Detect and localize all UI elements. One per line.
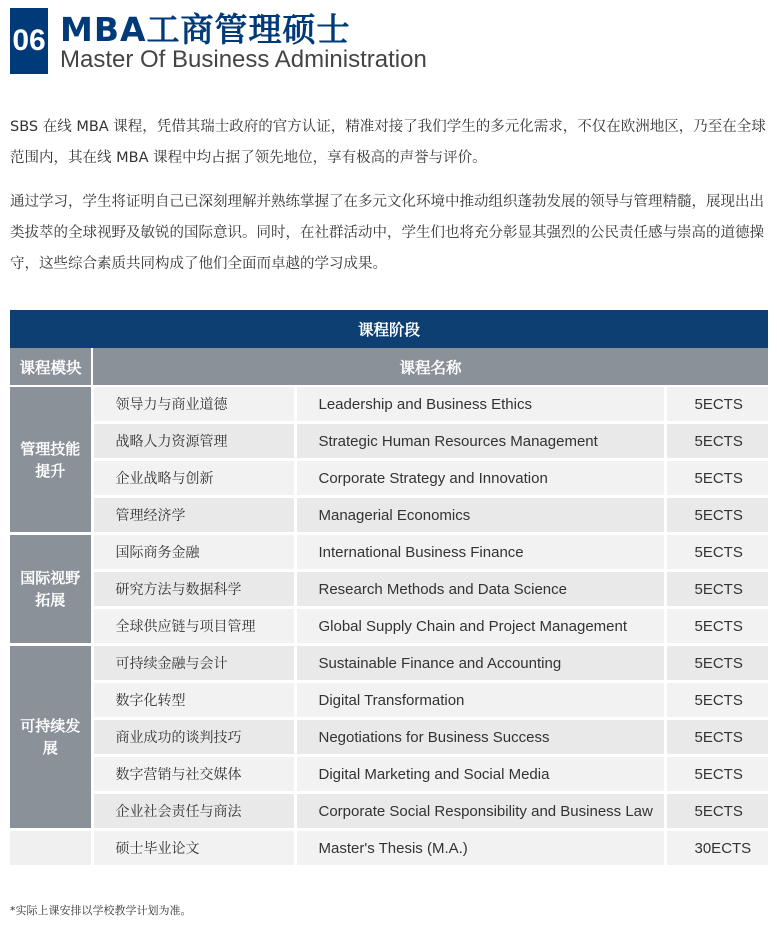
page-title: MBA工商管理硕士 (60, 10, 351, 49)
course-credits: 5ECTS (665, 571, 768, 608)
course-name-cn: 商业成功的谈判技巧 (92, 719, 295, 756)
course-name-en: Corporate Social Responsibility and Business Law (295, 793, 665, 830)
table-row (10, 423, 768, 460)
course-name-cn: 领导力与商业道德 (92, 386, 295, 423)
course-name-cn: 全球供应链与项目管理 (92, 608, 295, 645)
course-name-en: Digital Marketing and Social Media (295, 756, 665, 793)
module-cell (10, 830, 92, 867)
page-subtitle: Master Of Business Administration (60, 46, 427, 73)
course-name-cn: 战略人力资源管理 (92, 423, 295, 460)
course-name-cn: 企业社会责任与商法 (92, 793, 295, 830)
module-cell (10, 645, 92, 830)
course-name-en: Corporate Strategy and Innovation (295, 460, 665, 497)
column-header-course-name: 课程名称 (92, 348, 768, 386)
table-row (10, 756, 768, 793)
table-row (10, 608, 768, 645)
module-cell (10, 386, 92, 534)
module-label: 管理技能提升 (20, 439, 81, 480)
table-row (10, 497, 768, 534)
table-row (10, 571, 768, 608)
course-credits: 5ECTS (665, 497, 768, 534)
course-name-cn: 研究方法与数据科学 (92, 571, 295, 608)
course-credits: 5ECTS (665, 756, 768, 793)
table-row (10, 793, 768, 830)
course-credits: 5ECTS (665, 534, 768, 571)
course-credits: 5ECTS (665, 793, 768, 830)
table-caption: 课程阶段 (10, 310, 768, 348)
course-name-en: Negotiations for Business Success (295, 719, 665, 756)
table-row (10, 830, 768, 867)
course-name-cn: 硕士毕业论文 (92, 830, 295, 867)
course-name-en: Sustainable Finance and Accounting (295, 645, 665, 682)
module-cell (10, 534, 92, 645)
course-table (10, 310, 768, 868)
course-name-en: Master's Thesis (M.A.) (295, 830, 665, 867)
table-row (10, 534, 768, 571)
course-name-en: Leadership and Business Ethics (295, 386, 665, 423)
course-name-cn: 数字营销与社交媒体 (92, 756, 295, 793)
course-name-en: Strategic Human Resources Management (295, 423, 665, 460)
table-row (10, 645, 768, 682)
course-name-en: Digital Transformation (295, 682, 665, 719)
table-row (10, 460, 768, 497)
course-name-cn: 可持续金融与会计 (92, 645, 295, 682)
section-number-badge: 06 (10, 8, 48, 74)
table-row (10, 682, 768, 719)
course-credits: 5ECTS (665, 645, 768, 682)
column-header-module: 课程模块 (10, 348, 92, 386)
table-row (10, 386, 768, 423)
course-credits: 5ECTS (665, 460, 768, 497)
course-name-cn: 数字化转型 (92, 682, 295, 719)
course-credits: 30ECTS (665, 830, 768, 867)
course-name-en: Research Methods and Data Science (295, 571, 665, 608)
module-label: 可持续发展 (20, 717, 81, 757)
intro-paragraph-2: 通过学习，学生将证明自己已深刻理解并熟练掌握了在多元文化环境中推动组织蓬勃发展的领导与管理精髓，展现出出类拔萃的全球视野及敏锐的国际意识。同时，在社群活动中，学生们也将充分彰显其强烈的公民责任感与崇高的道德操守，这些综合素质共同构成了他们全面而卓越的学习成果。 (10, 194, 764, 272)
course-name-en: Global Supply Chain and Project Management (295, 608, 665, 645)
course-credits: 5ECTS (665, 386, 768, 423)
course-credits: 5ECTS (665, 608, 768, 645)
table-row (10, 719, 768, 756)
course-name-cn: 国际商务金融 (92, 534, 295, 571)
module-label: 国际视野拓展 (20, 569, 81, 609)
course-name-cn: 企业战略与创新 (92, 460, 295, 497)
course-table-body (10, 386, 768, 867)
course-credits: 5ECTS (665, 423, 768, 460)
intro-paragraph-1: SBS 在线 MBA 课程，凭借其瑞士政府的官方认证，精准对接了我们学生的多元化需求，不仅在欧洲地区，乃至在全球范围内，其在线 MBA 课程中均占据了领先地位，享有极高的声誉与评价。 (10, 119, 766, 166)
course-name-en: International Business Finance (295, 534, 665, 571)
course-name-en: Managerial Economics (295, 497, 665, 534)
course-name-cn: 管理经济学 (92, 497, 295, 534)
course-credits: 5ECTS (665, 682, 768, 719)
course-credits: 5ECTS (665, 719, 768, 756)
footnote: *实际上课安排以学校教学计划为准。 (10, 904, 192, 917)
